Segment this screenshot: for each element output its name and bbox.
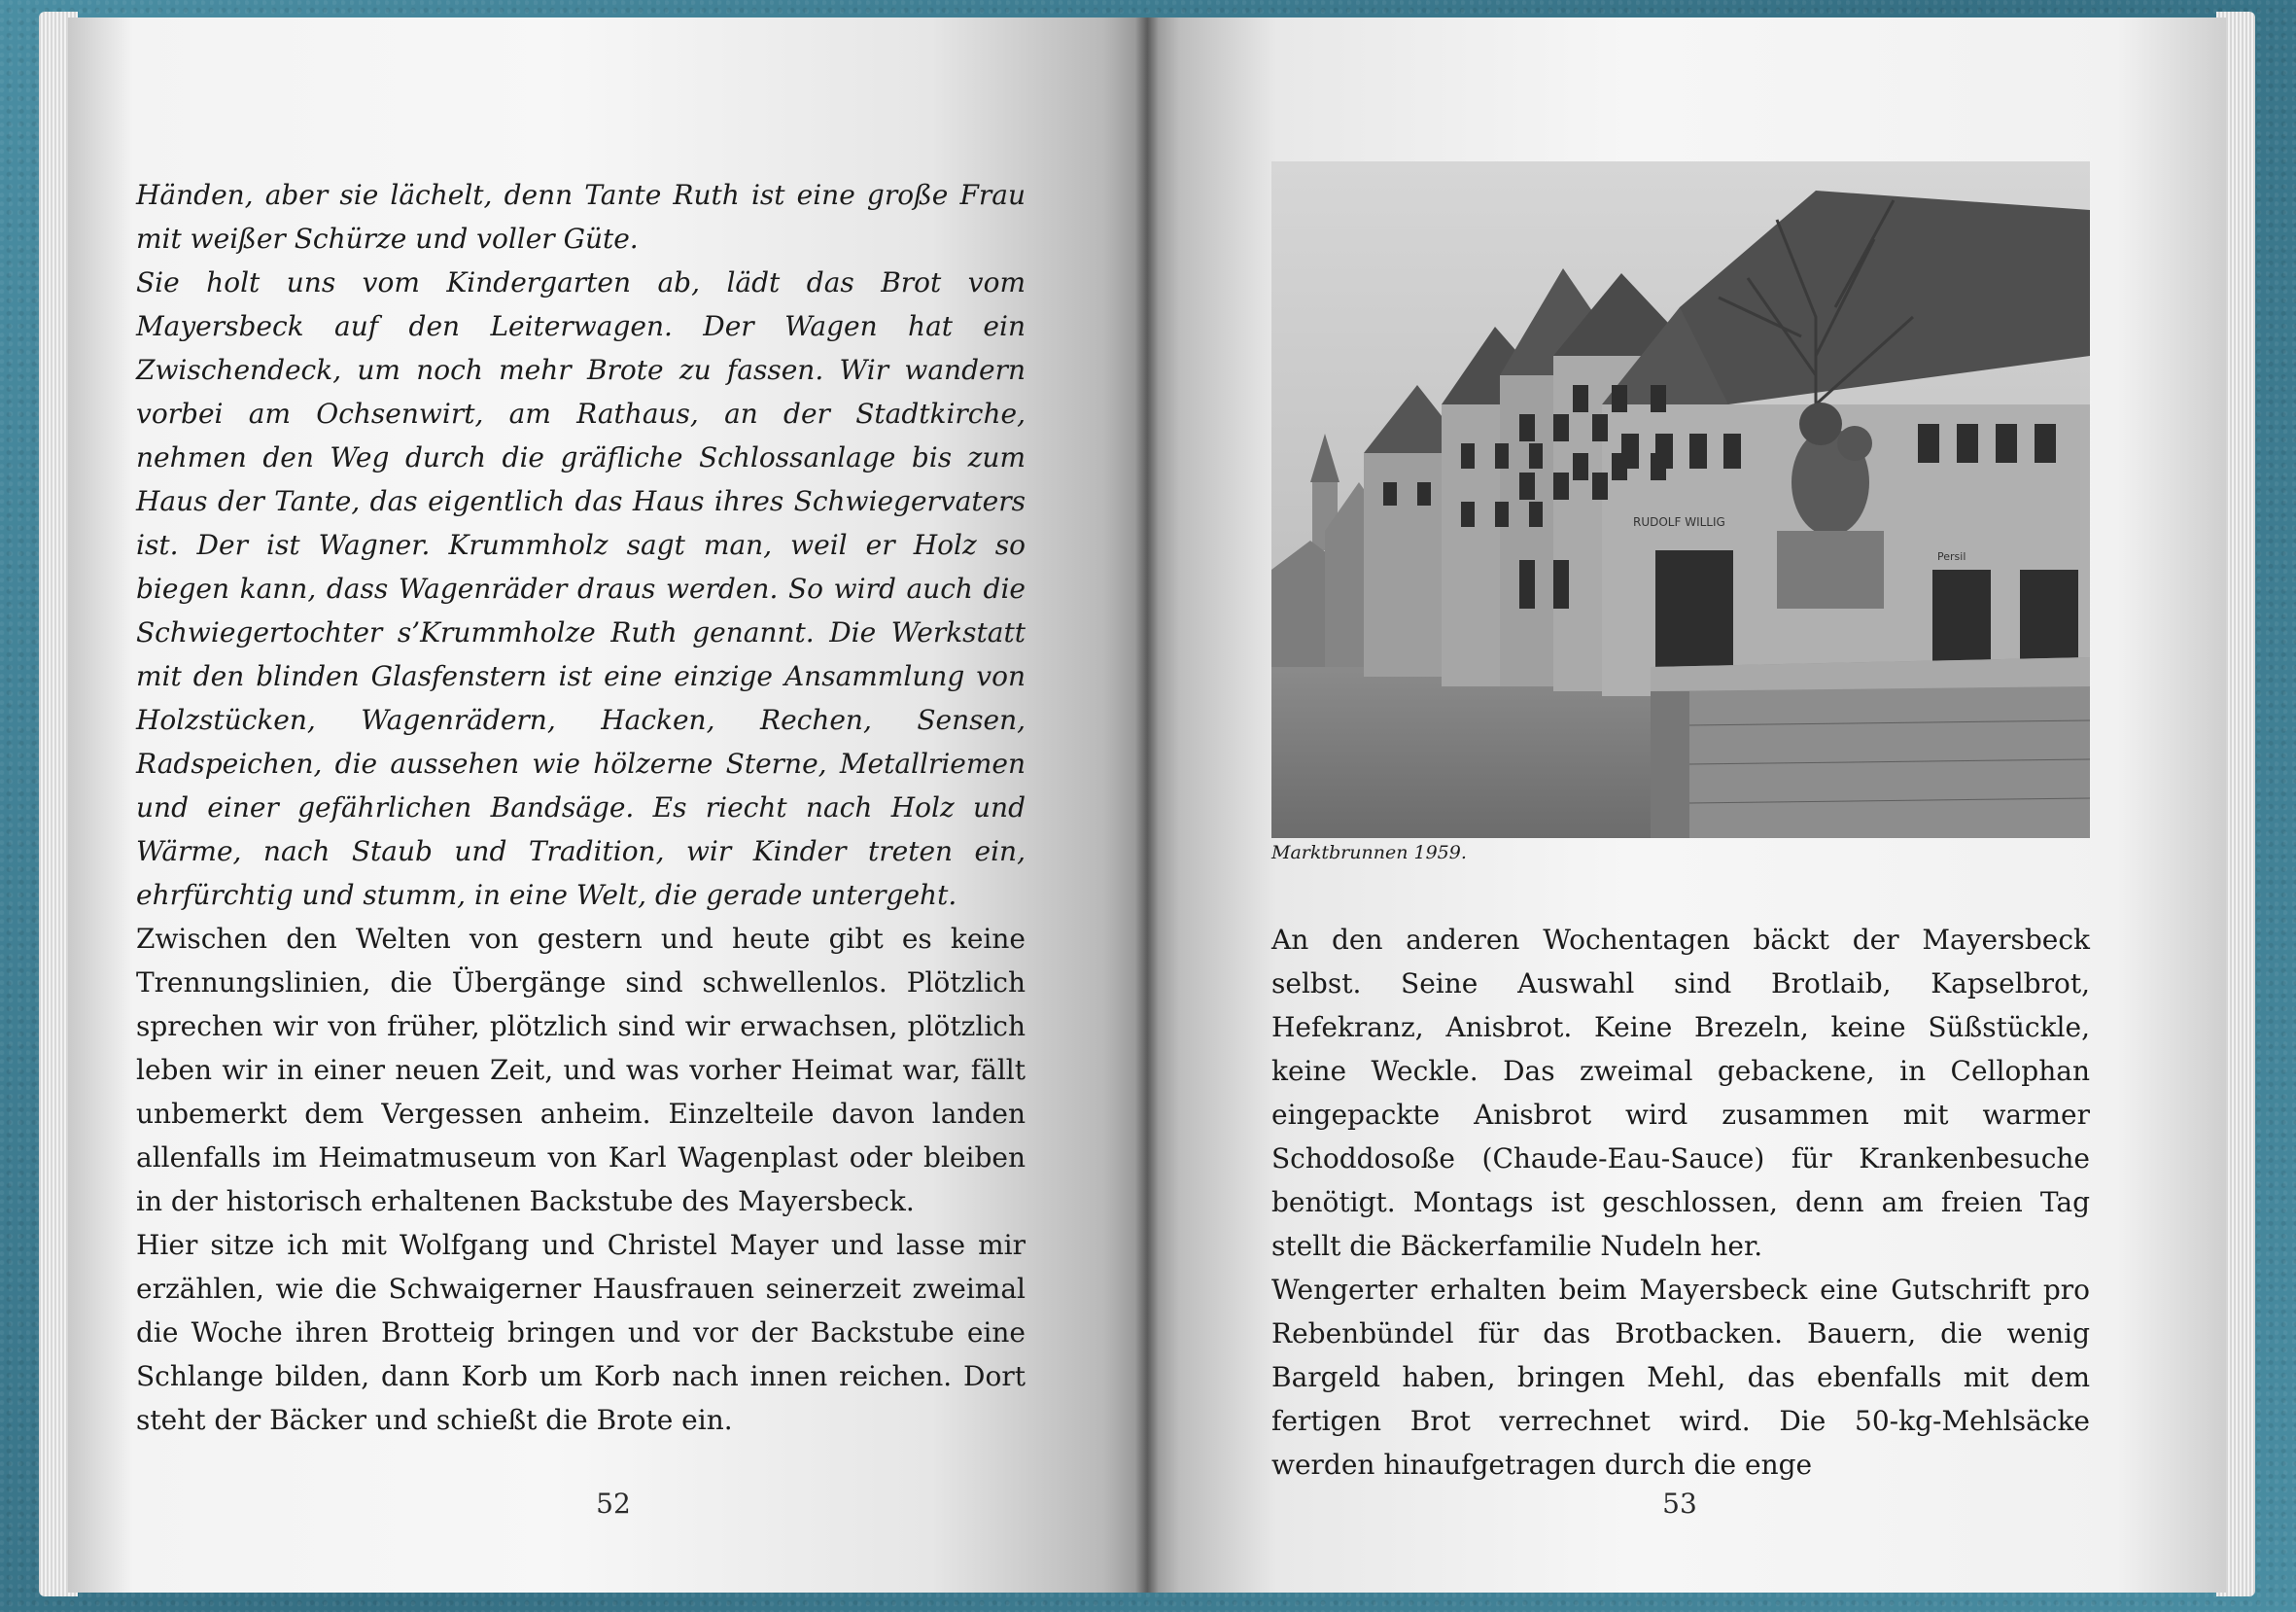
paragraph: Sie holt uns vom Kindergarten ab, lädt das Brot vom Mayersbeck auf den Leiterwagen. Der Wagen hat ein Zwischendeck, um noch mehr Brote zu fassen. Wir wandern vorbei am Ochsenwirt, am Rathaus, an der Stadtkirche, nehmen den Weg durch die gräfliche Schlossanlage bis zum Haus der Tante, das eigentlich das Haus ihres Schwiegervaters ist. Der ist Wagner. Krummholz sagt man, weil er Holz so biegen kann, dass Wagenräder draus werden. So wird auch die Schwiegertochter s’Krummholze Ruth genannt. Die Werkstatt mit den blinden Glasfenstern ist eine einzige Ansammlung von Holzstücken, Wagenrädern, Hacken, Rechen, Sensen, Radspeichen, die aussehen wie hölzerne Sterne, Metallriemen und einer gefährlichen Bandsäge. Es riecht nach Holz und Wärme, nach Staub und Tradition, wir Kinder treten ein, ehrfürchtig und stumm, in eine Welt, die gerade untergeht. xyxy=(136,266,1026,911)
photo-marktbrunnen xyxy=(1271,161,2090,838)
page-number-right: 53 xyxy=(1662,1488,1697,1520)
paragraph: An den anderen Wochentagen bäckt der Mayersbeck selbst. Seine Auswahl sind Brotlaib, Kapselbrot, Hefekranz, Anisbrot. Keine Brezeln, keine Süßstückle, keine Weckle. Das zweimal gebackene, in Cellophan eingepackte Anisbrot wird zusammen mit warmer Schoddosoße (Chaude-Eau-Sauce) für Krankenbesuche benötigt. Montags ist geschlossen, denn am freien Tag stellt die Bäckerfamilie Nudeln her. xyxy=(1271,924,2090,1262)
photo-shop-sign-2: Persil xyxy=(1937,550,1966,563)
paragraph: Händen, aber sie lächelt, denn Tante Ruth ist eine große Frau mit weißer Schürze und voller Güte. xyxy=(136,179,1026,255)
book-gutter xyxy=(1135,18,1159,1593)
photo-caption: Marktbrunnen 1959. xyxy=(1271,842,1467,863)
page-number-left: 52 xyxy=(596,1488,631,1520)
left-page-text xyxy=(136,173,1026,1442)
paragraph: Wengerter erhalten beim Mayersbeck eine Gutschrift pro Rebenbündel für das Brotbacken. Bauern, die wenig Bargeld haben, bringen Mehl, das ebenfalls mit dem fertigen Brot verrechnet wird. Die 50-kg-Mehlsäcke werden hinaufgetragen durch die enge xyxy=(1271,1274,2090,1481)
photo-shop-sign: RUDOLF WILLIG xyxy=(1633,515,1725,529)
paragraph: Hier sitze ich mit Wolfgang und Christel Mayer und lasse mir erzählen, wie die Schwaigerner Hausfrauen seinerzeit zweimal die Woche ihren Brotteig bringen und vor der Backstube eine Schlange bilden, dann Korb um Korb nach innen reichen. Dort steht der Bäcker und schießt die Brote ein. xyxy=(136,1229,1026,1436)
right-page-text xyxy=(1271,918,2090,1487)
paragraph: Zwischen den Welten von gestern und heute gibt es keine Trennungslinien, die Übergänge sind schwellenlos. Plötzlich sprechen wir von früher, plötzlich sind wir erwachsen, plötzlich leben wir in einer neuen Zeit, und was vorher Heimat war, fällt unbemerkt dem Vergessen anheim. Einzelteile davon landen allenfalls im Heimatmuseum von Karl Wagenplast oder bleiben in der historisch erhaltenen Backstube des Mayersbeck. xyxy=(136,923,1026,1217)
